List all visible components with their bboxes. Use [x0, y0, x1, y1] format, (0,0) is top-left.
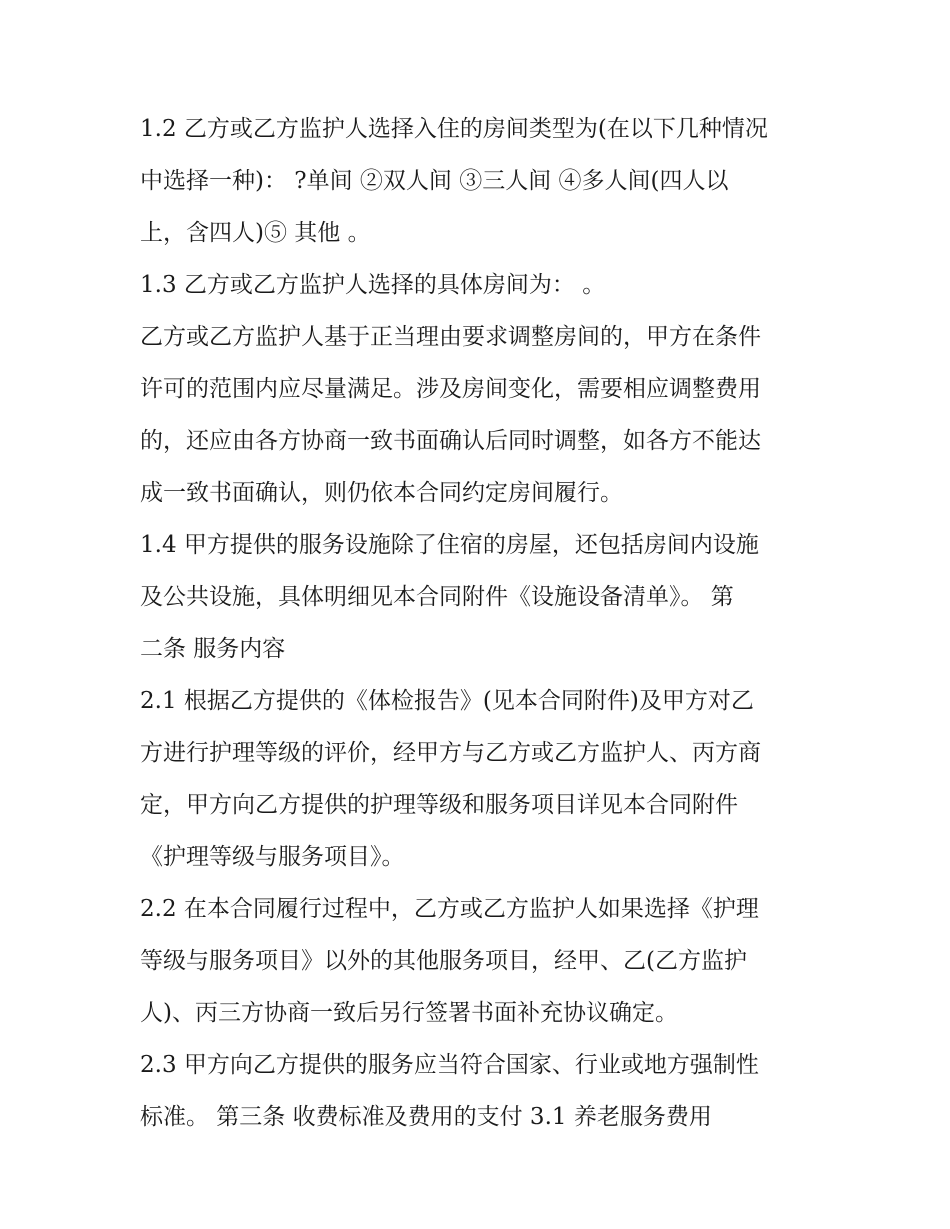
text-line: 中选择一种)： ?单间 ②双人间 ③三人间 ④多人间(四人以: [140, 168, 729, 194]
text-line: 1.3 乙方或乙方监护人选择的具体房间为： 。: [140, 272, 606, 298]
text-line: 上，含四人)⑤ 其他 。: [140, 220, 371, 246]
text-line: 《护理等级与服务项目》。: [140, 844, 405, 870]
text-line: 定，甲方向乙方提供的护理等级和服务项目详见本合同附件: [140, 792, 738, 818]
text-line: 乙方或乙方监护人基于正当理由要求调整房间的，甲方在条件: [140, 324, 761, 350]
text-line: 1.2 乙方或乙方监护人选择入住的房间类型为(在以下几种情况: [140, 116, 768, 142]
text-line: 成一致书面确认，则仍依本合同约定房间履行。: [140, 480, 623, 506]
text-line: 人)、丙三方协商一致后另行签署书面补充协议确定。: [140, 1000, 678, 1026]
text-line: 2.3 甲方向乙方提供的服务应当符合国家、行业或地方强制性: [140, 1052, 759, 1078]
text-line: 2.1 根据乙方提供的《体检报告》(见本合同附件)及甲方对乙: [140, 688, 754, 714]
text-line: 许可的范围内应尽量满足。涉及房间变化，需要相应调整费用: [140, 376, 761, 402]
text-line: 2.2 在本合同履行过程中，乙方或乙方监护人如果选择《护理: [140, 896, 759, 922]
text-line: 方进行护理等级的评价，经甲方与乙方或乙方监护人、丙方商: [140, 740, 761, 766]
text-line: 标准。 第三条 收费标准及费用的支付 3.1 养老服务费用: [140, 1104, 712, 1130]
text-line: 二条 服务内容: [140, 636, 286, 662]
text-line: 等级与服务项目》以外的其他服务项目，经甲、乙(乙方监护: [140, 948, 747, 974]
text-line: 1.4 甲方提供的服务设施除了住宿的房屋，还包括房间内设施: [140, 532, 759, 558]
document-body: [140, 103, 812, 1143]
text-line: 及公共设施，具体明细见本合同附件《设施设备清单》。 第: [140, 584, 734, 610]
text-line: 的，还应由各方协商一致书面确认后同时调整，如各方不能达: [140, 428, 761, 454]
